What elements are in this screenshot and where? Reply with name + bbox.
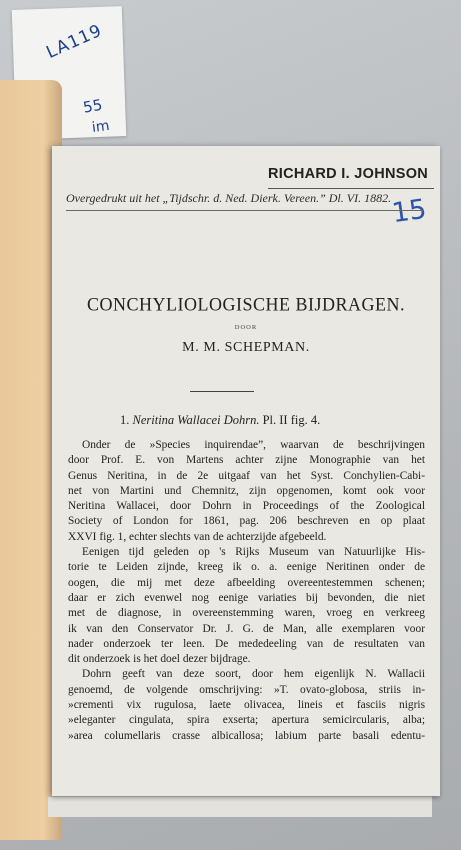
text-line: genoemd, de volgende omschrijving: »T. ovato-globosa, striis in- <box>68 683 425 696</box>
reprint-line: Overgedrukt uit het „Tijdschr. d. Ned. Dierk. Vereen.” Dl. VI. 1882. <box>66 191 392 205</box>
text-line: daar er zich evenwel nog eenige variaties bij bevonden, die niet <box>68 591 425 604</box>
text-line: Society of London for 1861, pag. 206 beschreven en op plaat <box>68 515 425 528</box>
handwritten-count: 55 <box>81 95 104 117</box>
text-line: nader onderzoek ter leen. De mededeeling van de resultaten van <box>68 637 425 650</box>
text-line: net von Martini und Chemnitz, zijn opgenomen, komt ook voor <box>68 484 425 497</box>
section-plate: Pl. II fig. 4. <box>262 413 321 427</box>
title-separator <box>190 391 254 392</box>
section-heading <box>120 413 320 428</box>
text-line: Onder de »Species inquirendae”, waarvan de beschrijvingen <box>82 439 425 451</box>
stamp-underline <box>268 188 434 189</box>
text-line: dit onderzoek is het doel dezer bijdrage. <box>68 653 251 666</box>
text-line: torie te Leiden zijnde, kreeg ik o. a. eenige Neritinen onder de <box>68 561 425 574</box>
section-species: Neritina Wallacei Dohrn. <box>132 413 260 427</box>
text-line: oogen, die mij met deze afbeelding overeentestemmen schenen; <box>68 576 425 589</box>
text-line: Dohrn geeft van deze soort, door hem eigenlijk N. Wallacii <box>82 668 425 681</box>
text-line: XXVI fig. 1, echter slechts van de achterzijde afgebeeld. <box>68 530 327 543</box>
header-rule <box>66 210 424 211</box>
handwritten-unit: im <box>90 117 111 136</box>
text-line: Genus Neritina, in de 2e uitgaaf van het Syst. Conchylien-Cabi- <box>68 469 425 482</box>
text-line: »eleganter cingulata, spira exserta; apertura semicircularis, alba; <box>68 714 425 727</box>
page-stack-edge <box>48 796 432 817</box>
body-text <box>68 438 425 744</box>
document-page <box>52 146 440 796</box>
text-line: ik van den Conservator Dr. J. G. de Man, alle exemplaren voor <box>68 622 425 635</box>
text-line: door Prof. E. von Martens achter zijne Monographie van het <box>68 454 425 467</box>
section-number: 1. <box>120 413 130 427</box>
text-line: Neritina Wallacei, door Dohrn in Proceedings of the Zoological <box>68 500 425 513</box>
article-title: CONCHYLIOLOGISCHE BIJDRAGEN. <box>87 293 405 315</box>
text-line: »crementi vix rugulosa, laete olivacea, lineis et fasciis nigris <box>68 699 425 712</box>
text-line: »area columellaris crasse albicallosa; labium parte basali edentu- <box>68 729 425 742</box>
owner-stamp: RICHARD I. JOHNSON <box>268 166 429 182</box>
text-line: met de diagnose, in overeenstemming waren, vroeg en verkreeg <box>68 607 425 620</box>
handwritten-catalog-number: LA119 <box>43 20 106 63</box>
author-name: M. M. SCHEPMAN. <box>182 340 310 355</box>
byline-label: DOOR <box>234 324 258 331</box>
handwritten-page-number: 15 <box>390 193 429 230</box>
text-line: Eenigen tijd geleden op 's Rijks Museum van Natuurlijke His- <box>82 546 425 559</box>
